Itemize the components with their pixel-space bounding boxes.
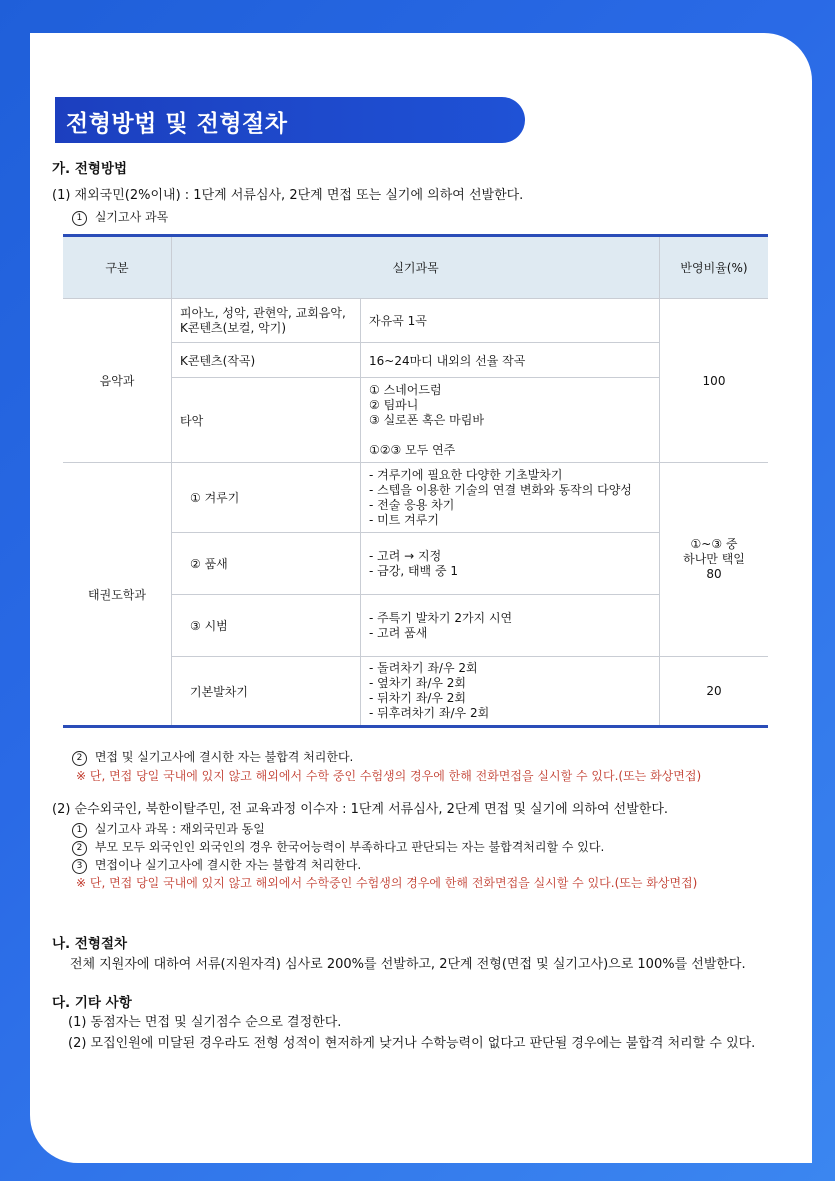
table-header-row	[63, 236, 768, 299]
item2-sub-text: 실기고사 과목 : 재외국민과 동일	[94, 822, 265, 836]
note-2: ※ 단, 면접 당일 국내에 있지 않고 해외에서 수학중인 수험생의 경우에 한해 전화면접을 실시할 수 있다.(또는 화상면접)	[76, 876, 698, 890]
section-a-sub2	[72, 748, 353, 766]
section-c-heading: 다. 기타 사항	[52, 995, 132, 1011]
circled-number: 1	[72, 823, 87, 838]
music-detail-3	[361, 378, 660, 463]
ratio-line: 80	[706, 567, 722, 581]
item2-sub-1	[72, 820, 265, 838]
section-a-item1: (1) 재외국민(2%이내) : 1단계 서류심사, 2단계 면접 또는 실기에 의하여 선발한다.	[52, 188, 524, 203]
detail-line: - 고려 → 지정	[369, 548, 442, 563]
detail-line: - 주특기 발차기 2가지 시연	[369, 610, 513, 625]
section-b-text: 전체 지원자에 대하여 서류(지원자격) 심사로 200%를 선발하고, 2단계 전형(면접 및 실기고사)으로 100%를 선발한다.	[70, 957, 746, 972]
detail-line: ①②③ 모두 연주	[369, 442, 456, 457]
detail-line: - 미트 겨루기	[369, 512, 439, 527]
circled-number: 2	[72, 841, 87, 856]
detail-line: - 뒤후려차기 좌/우 2회	[369, 706, 490, 720]
detail-line: ② 팀파니	[369, 397, 419, 412]
header-subject: 실기과목	[172, 236, 660, 299]
section-a-item2: (2) 순수외국인, 북한이탈주민, 전 교육과정 이수자 : 1단계 서류심사, 2단계 면접 및 실기에 의하여 선발한다.	[52, 802, 669, 817]
detail-line: - 금강, 태백 중 1	[369, 563, 458, 578]
detail-line: - 전술 응용 차기	[369, 497, 455, 512]
section-b-heading: 나. 전형절차	[52, 936, 128, 952]
tkd-category-2: ② 품새	[172, 533, 361, 595]
detail-line: - 돌려차기 좌/우 2회	[369, 661, 478, 675]
table-row	[63, 463, 768, 533]
tkd-ratio-basic: 20	[660, 657, 769, 727]
practical-exam-table	[63, 234, 768, 728]
detail-line: - 뒤차기 좌/우 2회	[369, 691, 467, 705]
detail-line: - 옆차기 좌/우 2회	[369, 676, 467, 690]
dept-music: 음악과	[63, 299, 172, 463]
dept-taekwondo: 태권도학과	[63, 463, 172, 727]
music-category-3: 타악	[172, 378, 361, 463]
page-title: 전형방법 및 전형절차	[66, 111, 288, 137]
music-detail-1: 자유곡 1곡	[361, 299, 660, 343]
tkd-detail-3	[361, 595, 660, 657]
ratio-line: 하나만 택일	[683, 552, 745, 566]
tkd-category-4: 기본발차기	[172, 657, 361, 727]
circled-number: 2	[72, 751, 87, 766]
header-ratio: 반영비율(%)	[660, 236, 769, 299]
tkd-detail-1	[361, 463, 660, 533]
tkd-category-1: ① 겨루기	[172, 463, 361, 533]
section-a-sub1	[72, 208, 168, 226]
item2-sub-2	[72, 838, 604, 856]
note-1: ※ 단, 면접 당일 국내에 있지 않고 해외에서 수학 중인 수험생의 경우에 한해 전화면접을 실시할 수 있다.(또는 화상면접)	[76, 769, 702, 783]
item2-sub-3	[72, 856, 361, 874]
section-c-item-2: (2) 모집인원에 미달된 경우라도 전형 성적이 현저하게 낮거나 수학능력이 없다고 판단될 경우에는 불합격 처리할 수 있다.	[68, 1036, 756, 1051]
music-category-1: 피아노, 성악, 관현악, 교회음악, K콘텐츠(보컬, 악기)	[172, 299, 361, 343]
ratio-line: ①~③ 중	[690, 537, 738, 551]
sub2-text: 면접 및 실기고사에 결시한 자는 불합격 처리한다.	[94, 750, 354, 764]
sub1-text: 실기고사 과목	[94, 210, 169, 224]
header-category: 구분	[63, 236, 172, 299]
section-c-item-1: (1) 동점자는 면접 및 실기점수 순으로 결정한다.	[68, 1015, 342, 1030]
music-category-2: K콘텐츠(작곡)	[172, 343, 361, 378]
item2-sub-text: 면접이나 실기고사에 결시한 자는 불합격 처리한다.	[94, 858, 362, 872]
circled-number: 3	[72, 859, 87, 874]
circled-number: 1	[72, 211, 87, 226]
detail-line: ③ 실로폰 혹은 마림바	[369, 412, 484, 427]
tkd-category-3: ③ 시범	[172, 595, 361, 657]
music-ratio: 100	[660, 299, 769, 463]
table-row	[63, 299, 768, 343]
music-detail-2: 16~24마디 내외의 선율 작곡	[361, 343, 660, 378]
item2-sub-text: 부모 모두 외국인인 외국인의 경우 한국어능력이 부족하다고 판단되는 자는 불합격처리할 수 있다.	[94, 840, 605, 854]
tkd-ratio-group	[660, 463, 769, 657]
detail-line	[369, 428, 651, 443]
detail-line: ① 스네어드럼	[369, 382, 442, 397]
detail-line: - 고려 품새	[369, 625, 428, 640]
tkd-detail-2	[361, 533, 660, 595]
detail-line: - 스텝을 이용한 기술의 연결 변화와 동작의 다양성	[369, 482, 632, 497]
section-a-heading: 가. 전형방법	[52, 161, 128, 177]
detail-line: - 겨루기에 필요한 다양한 기초발차기	[369, 467, 563, 482]
tkd-detail-4	[361, 657, 660, 727]
